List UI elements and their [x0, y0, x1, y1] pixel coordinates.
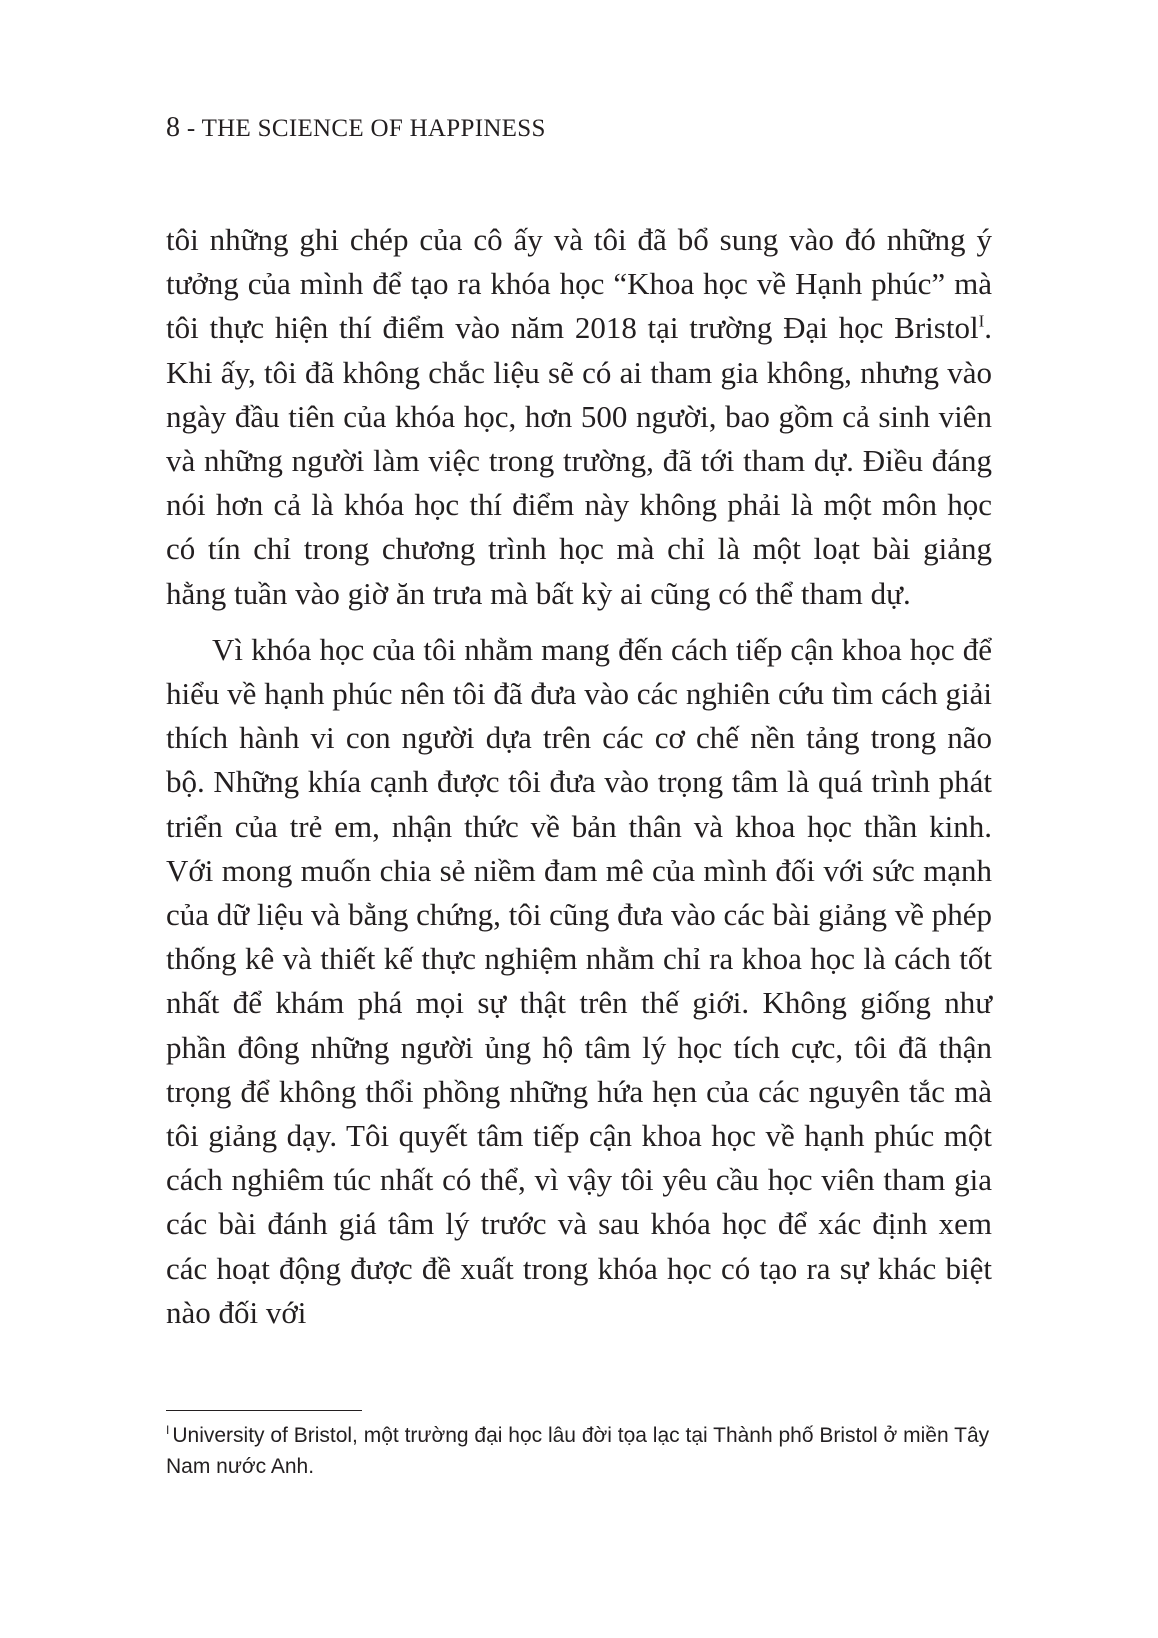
- paragraph-1-text-end: . Khi ấy, tôi đã không chắc liệu sẽ có ai tham gia không, nhưng vào ngày đầu tiên của khóa học, hơn 500 người, bao gồm cả sinh viên và những người làm việc trong trường, đã tới tham dự. Điều đáng nói hơn cả là khóa học thí điểm này không phải là một môn học có tín chỉ trong chương trình học mà chỉ là một loạt bài giảng hằng tuần vào giờ ăn trưa mà bất kỳ ai cũng có thể tham dự.: [166, 310, 992, 611]
- footnote-mark: I: [166, 1423, 170, 1437]
- book-title: THE SCIENCE OF HAPPINESS: [201, 115, 546, 142]
- body-text: [166, 218, 992, 1335]
- footnote-reference[interactable]: I: [978, 312, 985, 332]
- running-header: [166, 112, 546, 144]
- footnote-divider: [166, 1410, 362, 1411]
- header-separator: -: [180, 115, 202, 142]
- paragraph-2: Vì khóa học của tôi nhằm mang đến cách tiếp cận khoa học để hiểu về hạnh phúc nên tôi đã đưa vào các nghiên cứu tìm cách giải thích hành vi con người dựa trên các cơ chế nền tảng trong não bộ. Những khía cạnh được tôi đưa vào trọng tâm là quá trình phát triển của trẻ em, nhận thức về bản thân và khoa học thần kinh. Với mong muốn chia sẻ niềm đam mê của mình đối với sức mạnh của dữ liệu và bằng chứng, tôi cũng đưa vào các bài giảng về phép thống kê và thiết kế thực nghiệm nhằm chỉ ra khoa học là cách tốt nhất để khám phá mọi sự thật trên thế giới. Không giống như phần đông những người ủng hộ tâm lý học tích cực, tôi đã thận trọng để không thổi phồng những hứa hẹn của các nguyên tắc mà tôi giảng dạy. Tôi quyết tâm tiếp cận khoa học về hạnh phúc một cách nghiêm túc nhất có thể, vì vậy tôi yêu cầu học viên tham gia các bài đánh giá tâm lý trước và sau khóa học để xác định xem các hoạt động được đề xuất trong khóa học có tạo ra sự khác biệt nào đối với: [166, 631, 992, 1330]
- footnote: [166, 1420, 1006, 1482]
- paragraph-1-text-start: tôi những ghi chép của cô ấy và tôi đã bổ sung vào đó những ý tưởng của mình để tạo ra khóa học “Khoa học về Hạnh phúc” mà tôi thực hiện thí điểm vào năm 2018 tại trường Đại học Bristol: [166, 222, 992, 346]
- paragraph-1: [166, 218, 992, 616]
- page-number: 8: [166, 112, 181, 143]
- footnote-text: University of Bristol, một trường đại học lâu đời tọa lạc tại Thành phố Bristol ở miền Tây Nam nước Anh.: [166, 1424, 990, 1478]
